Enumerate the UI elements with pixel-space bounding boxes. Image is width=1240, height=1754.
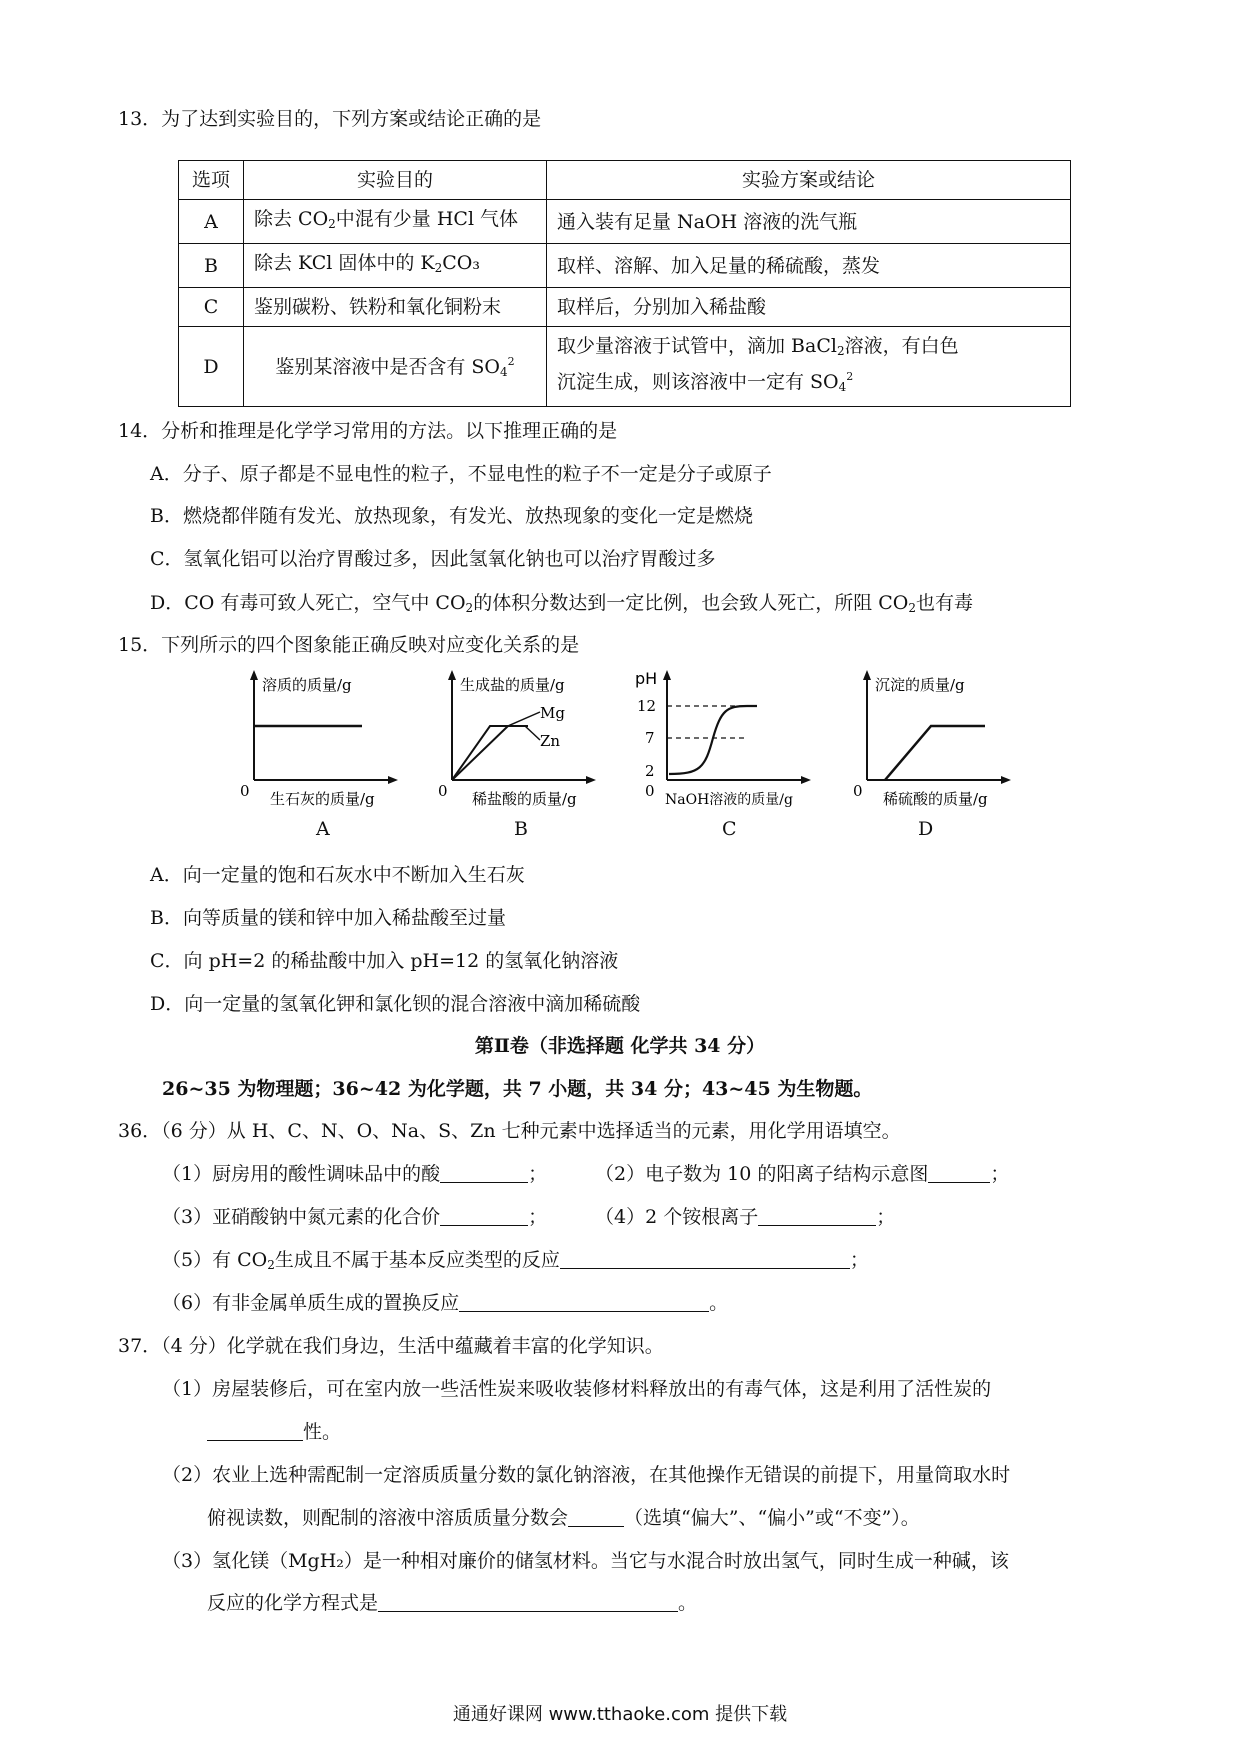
graph-c-ytick-2: 2 [645, 762, 655, 780]
row-option: A [179, 200, 244, 244]
q13-stem: 13．为了达到实验目的，下列方案或结论正确的是 [118, 108, 542, 130]
answer-blank [378, 1593, 678, 1612]
q37-sub1-line1: （1）房屋装修后，可在室内放一些活性炭来吸收装修材料释放出的有毒气体，这是利用了活性炭的 [162, 1378, 992, 1400]
answer-blank [440, 1207, 528, 1226]
q36-sub5: （5）有 $CO_2$生成且不属于基本反应类型的反应 ； [162, 1249, 869, 1272]
q15-option-c: C．向 pH=2 的稀盐酸中加入 pH=12 的氢氧化钠溶液 [150, 950, 619, 972]
q15-option-a: A．向一定量的饱和石灰水中不断加入生石灰 [150, 864, 525, 886]
row-purpose: 鉴别某溶液中是否含有 $SO_4^2$ [244, 327, 547, 407]
graph-a-origin: 0 [240, 782, 250, 800]
graph-b [430, 668, 620, 808]
row-purpose: 鉴别碳粉、铁粉和氧化铜粉末 [244, 288, 547, 327]
row-plan: 通入装有足量 NaOH 溶液的洗气瓶 [547, 200, 1071, 244]
table-row [179, 327, 1071, 407]
answer-blank [459, 1293, 709, 1312]
graph-c-letter: C [722, 818, 737, 840]
graph-b-ylabel: 生成盐的质量/g [460, 676, 565, 694]
graph-c-ytick-7: 7 [645, 729, 655, 747]
table-row [179, 288, 1071, 327]
page-footer: 通通好课网 www.tthaoke.com 提供下载 [452, 1704, 788, 1725]
q14-option-d: D．CO 有毒可致人死亡，空气中 $CO_2$的体积分数达到一定比例，也会致人死亡，所阻 $CO_2$也有毒 [150, 592, 973, 615]
graph-b-series-zn: Zn [540, 732, 561, 750]
answer-blank [207, 1422, 303, 1441]
graph-c-ytick-12: 12 [637, 697, 657, 715]
header-purpose: 实验目的 [244, 161, 547, 200]
graph-d-ylabel: 沉淀的质量/g [875, 676, 965, 694]
experiment-table [178, 160, 1071, 407]
q37-sub3-line2: 反应的化学方程式是 。 [207, 1592, 698, 1614]
graph-a [232, 668, 422, 808]
row-option: C [179, 288, 244, 327]
part2-note: 26~35 为物理题；36~42 为化学题，共 7 小题，共 34 分；43~45 为生物题。 [162, 1078, 873, 1100]
header-plan: 实验方案或结论 [547, 161, 1071, 200]
graph-c-xlabel: NaOH溶液的质量/g [665, 792, 793, 808]
q15-option-d: D．向一定量的氢氧化钾和氯化钡的混合溶液中滴加稀硫酸 [150, 993, 641, 1015]
q36-sub3: （3）亚硝酸钠中氮元素的化合价 ； [162, 1206, 548, 1228]
graph-d-letter: D [918, 818, 934, 840]
q37-sub2-line1: （2）农业上选种需配制一定溶质质量分数的氯化钠溶液，在其他操作无错误的前提下，用量筒取水时 [162, 1464, 1011, 1486]
graph-c [635, 668, 830, 808]
answer-blank [568, 1508, 624, 1527]
graph-b-series-mg: Mg [540, 704, 565, 722]
q37-sub1-line2: 性。 [207, 1419, 341, 1445]
graph-d [845, 668, 1035, 808]
answer-blank [560, 1250, 850, 1269]
graph-c-origin: 0 [645, 782, 655, 800]
answer-blank [440, 1164, 528, 1183]
q36-sub4: （4）2 个铵根离子 ； [595, 1206, 896, 1228]
q37-sub3-line1: （3）氢化镁（MgH₂）是一种相对廉价的储氢材料。当它与水混合时放出氢气，同时生成一种碱，该 [162, 1550, 1009, 1572]
graph-b-letter: B [514, 818, 528, 840]
graph-d-xlabel: 稀硫酸的质量/g [883, 790, 988, 808]
graph-d-origin: 0 [853, 782, 863, 800]
table-row [179, 244, 1071, 288]
q37-stem: 37．（4 分）化学就在我们身边，生活中蕴藏着丰富的化学知识。 [118, 1335, 664, 1357]
table-row [179, 200, 1071, 244]
answer-blank [758, 1207, 876, 1226]
q36-sub6: （6）有非金属单质生成的置换反应 。 [162, 1292, 729, 1314]
part2-title: 第Ⅱ卷（非选择题 化学共 34 分） [474, 1035, 766, 1057]
graph-c-ylabel: pH [635, 669, 658, 688]
graph-a-letter: A [316, 818, 330, 840]
header-option: 选项 [179, 161, 244, 200]
q36-sub1: （1）厨房用的酸性调味品中的酸 ； [162, 1163, 548, 1185]
row-plan: 取样、溶解、加入足量的稀硫酸，蒸发 [547, 244, 1071, 288]
graph-b-origin: 0 [438, 782, 448, 800]
row-option: D [179, 327, 244, 407]
q15-option-b: B．向等质量的镁和锌中加入稀盐酸至过量 [150, 907, 506, 929]
q14-option-b: B．燃烧都伴随有发光、放热现象，有发光、放热现象的变化一定是燃烧 [150, 505, 753, 527]
row-option: B [179, 244, 244, 288]
row-purpose: 除去 KCl 固体中的 $K_2CO_3$ [244, 244, 547, 288]
table-header-row [179, 161, 1071, 200]
row-plan: 取样后，分别加入稀盐酸 [547, 288, 1071, 327]
row-purpose: 除去 $CO_2$中混有少量 HCl 气体 [244, 200, 547, 244]
answer-blank [928, 1164, 990, 1183]
q36-sub2: （2）电子数为 10 的阳离子结构示意图 ； [595, 1163, 1010, 1185]
q14-option-c: C．氢氧化铝可以治疗胃酸过多，因此氢氧化钠也可以治疗胃酸过多 [150, 548, 716, 570]
graph-a-ylabel: 溶质的质量/g [262, 676, 352, 694]
q37-sub2-line2: 俯视读数，则配制的溶液中溶质质量分数会 （选填“偏大”、“偏小”或“不变”）。 [207, 1507, 920, 1529]
q14-stem: 14．分析和推理是化学学习常用的方法。以下推理正确的是 [118, 420, 618, 442]
graph-b-xlabel: 稀盐酸的质量/g [472, 790, 577, 808]
q14-option-a: A．分子、原子都是不显电性的粒子，不显电性的粒子不一定是分子或原子 [150, 463, 772, 485]
row-plan: 取少量溶液于试管中，滴加 BaCl$_2$溶液，有白色 沉淀生成，则该溶液中一定有 $SO_4^2$ [547, 327, 1071, 407]
graph-a-xlabel: 生石灰的质量/g [270, 790, 375, 808]
q15-stem: 15．下列所示的四个图象能正确反映对应变化关系的是 [118, 634, 580, 656]
q36-stem: 36．（6 分）从 H、C、N、O、Na、S、Zn 七种元素中选择适当的元素，用化学用语填空。 [118, 1120, 901, 1142]
